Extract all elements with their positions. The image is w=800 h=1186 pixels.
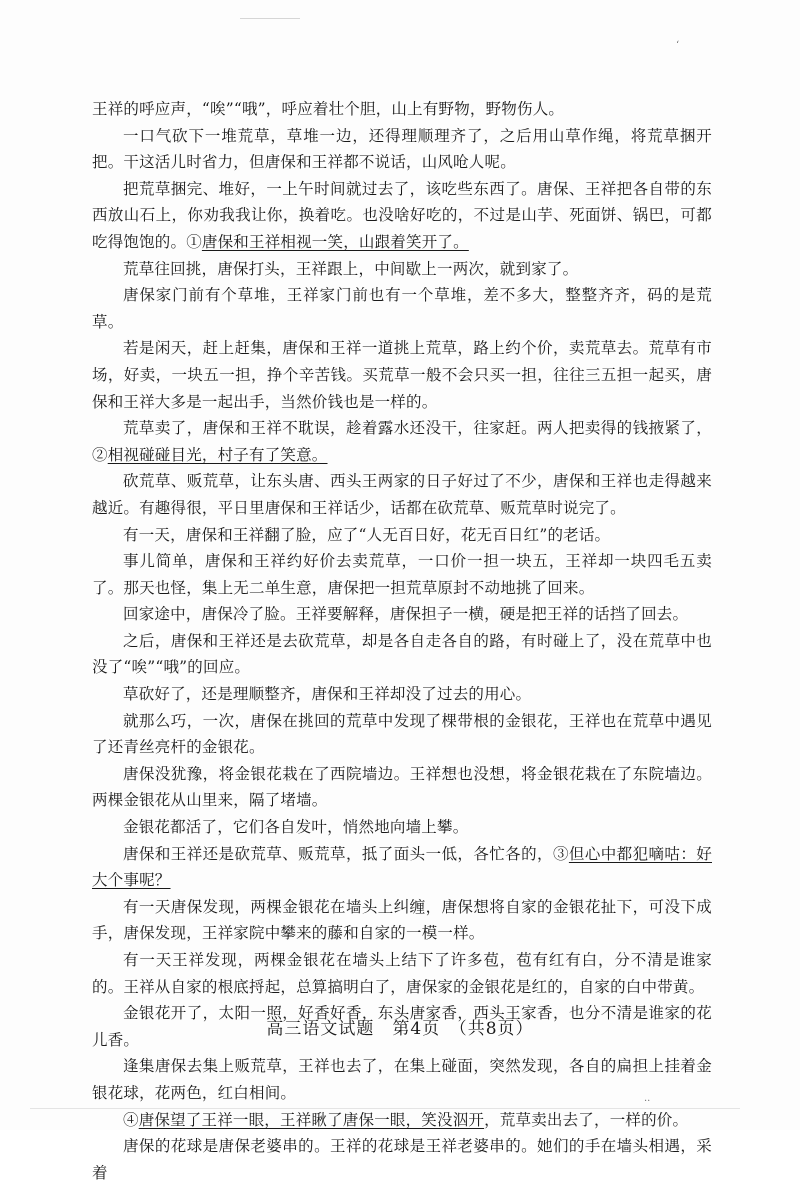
underlined-sentence: 唐保望了王祥一眼，王祥瞅了唐保一眼，笑没泅开 xyxy=(138,1110,485,1129)
paragraph-text: 唐保的花球是唐保老婆串的。王祥的花球是王祥老婆串的。她们的手在墙头相遇，采着 xyxy=(92,1137,712,1182)
paragraph xyxy=(92,628,712,681)
paragraph-text: 事儿简单，唐保和王祥约好价去卖荒草，一口价一担一块五，王祥却一块四毛五卖了。那天也怪，集上无二单生意，唐保把一担荒草原封不动地挑了回来。 xyxy=(92,552,712,597)
paragraph-text: 有一天王祥发现，两棵金银花在墙头上结下了许多苞，苞有红有白，分不清是谁家的。王祥从自家的根底捋起，总算搞明白了，唐保家的金银花是红的，自家的白中带黄。 xyxy=(92,951,712,996)
paragraph xyxy=(92,522,712,549)
paragraph xyxy=(92,1133,712,1186)
paragraph-text: 金银花都活了，它们各自发叶，悄然地向墙上攀。 xyxy=(123,818,469,837)
top-divider xyxy=(240,18,300,19)
paragraph-text: 回家途中，唐保冷了脸。王祥要解释，唐保担子一横，硬是把王祥的话挡了回去。 xyxy=(123,605,689,624)
paragraph-text: 金银花开了，太阳一照，好香好香，东头唐家香，西头王家香，也分不清是谁家的花儿香。 xyxy=(92,1004,712,1049)
paragraph xyxy=(92,1053,712,1106)
paragraph-text: 逢集唐保去集上贩荒草，王祥也去了，在集上碰面，突然发现，各自的扁担上挂着金银花球，花两色，红白相间。 xyxy=(92,1057,712,1102)
paragraph-text: 之后，唐保和王祥还是去砍荒草，却是各自走各自的路，有时碰上了，没在荒草中也没了“唉”“哦”的回应。 xyxy=(92,631,712,677)
paragraph xyxy=(92,123,712,176)
paragraph xyxy=(92,814,712,841)
paragraph-text: 就那么巧，一次，唐保在挑回的荒草中发现了棵带根的金银花，王祥也在荒草中遇见了还青丝亮杆的金银花。 xyxy=(92,711,712,757)
paragraph xyxy=(92,894,712,947)
paragraph-text: 若是闲天，赶上赶集，唐保和王祥一道挑上荒草，路上约个价，卖荒草去。荒草有市场，好卖，一块五一担，挣个辛苦钱。买荒草一般不会只买一担，往往三五担一起买，唐保和王祥大多是一起出手，当然价钱也是一样的。 xyxy=(92,339,712,411)
paragraph xyxy=(92,1107,712,1134)
paragraph-text: 有一天唐保发现，两棵金银花在墙头上纠缠，唐保想将自家的金银花扯下，可没下成手，唐保发现，王祥家院中攀来的藤和自家的一模一样。 xyxy=(92,897,712,943)
paragraph xyxy=(92,256,712,283)
bottom-mark: ·· xyxy=(644,1096,651,1107)
paragraph xyxy=(92,601,712,628)
paragraph-text: 唐保和王祥还是砍荒草、贩荒草，抵了面头一低，各忙各的，③ xyxy=(123,844,569,863)
paragraph xyxy=(92,415,712,468)
underlined-sentence: 唐保和王祥相视一笑，山跟着笑开了。 xyxy=(201,232,469,251)
paragraph-text: ④ xyxy=(123,1110,139,1129)
corner-mark: ʻ xyxy=(676,40,680,51)
underlined-sentence: 相视碰碰目光，村子有了笑意。 xyxy=(107,445,328,464)
paragraph xyxy=(92,761,712,814)
paragraph xyxy=(92,548,712,601)
paragraph-text: 王祥的呼应声，“唉”“哦”，呼应着壮个胆，山上有野物，野物伤人。 xyxy=(92,100,565,118)
underlined-sentence: 但心中都犯嘀咕：好大个事呢？ xyxy=(92,844,712,890)
paragraph xyxy=(92,282,712,335)
paragraph-text: 唐保没犹豫，将金银花栽在了西院墙边。王祥想也没想，将金银花栽在了东院墙边。两棵金银花从山里来，隔了堵墙。 xyxy=(92,764,712,810)
paragraph-text: 荒草卖了，唐保和王祥不耽误，趁着露水还没干，往家赶。两人把卖得的钱掖紧了，② xyxy=(92,419,712,464)
paragraph-text: 把荒草捆完、堆好，一上午时间就过去了，该吃些东西了。唐保、王祥把各自带的东西放山石上，你劝我我让你，换着吃。也没啥好吃的，不过是山芋、死面饼、锅巴，可都吃得饱饱的。① xyxy=(92,179,712,251)
paragraph xyxy=(92,841,712,894)
paragraph-text: 砍荒草、贩荒草，让东头唐、西头王两家的日子好过了不少，唐保和王祥也走得越来越近。有趣得很，平日里唐保和王祥话少，话都在砍荒草、贩荒草时说完了。 xyxy=(92,472,712,517)
bottom-divider xyxy=(30,1108,740,1109)
paragraph xyxy=(92,681,712,708)
paragraph-text: 草砍好了，还是理顺整齐，唐保和王祥却没了过去的用心。 xyxy=(123,685,532,704)
paragraph-text-after: ，荒草卖出去了，一样的价。 xyxy=(484,1110,689,1129)
page-footer: 高三语文试题 第4页 （共8页） xyxy=(266,1019,534,1039)
paragraph-text: 有一天，唐保和王祥翻了脸，应了“人无百日好，花无百日红”的老话。 xyxy=(123,525,611,544)
paragraph xyxy=(92,176,712,256)
paragraph xyxy=(92,335,712,415)
paragraph xyxy=(92,468,712,521)
paragraph xyxy=(92,96,712,123)
paragraph-text: 一口气砍下一堆荒草，草堆一边，还得理顺理齐了，之后用山草作绳，将荒草捆开把。干这活儿时省力，但唐保和王祥都不说话，山风呛人呢。 xyxy=(92,126,712,172)
paragraph xyxy=(92,947,712,1000)
paragraph-text: 荒草往回挑，唐保打头，王祥跟上，中间歇上一两次，就到家了。 xyxy=(123,259,579,278)
paragraph xyxy=(92,708,712,761)
paragraph-text: 唐保家门前有个草堆，王祥家门前也有一个草堆，差不多大，整整齐齐，码的是荒草。 xyxy=(92,286,712,331)
